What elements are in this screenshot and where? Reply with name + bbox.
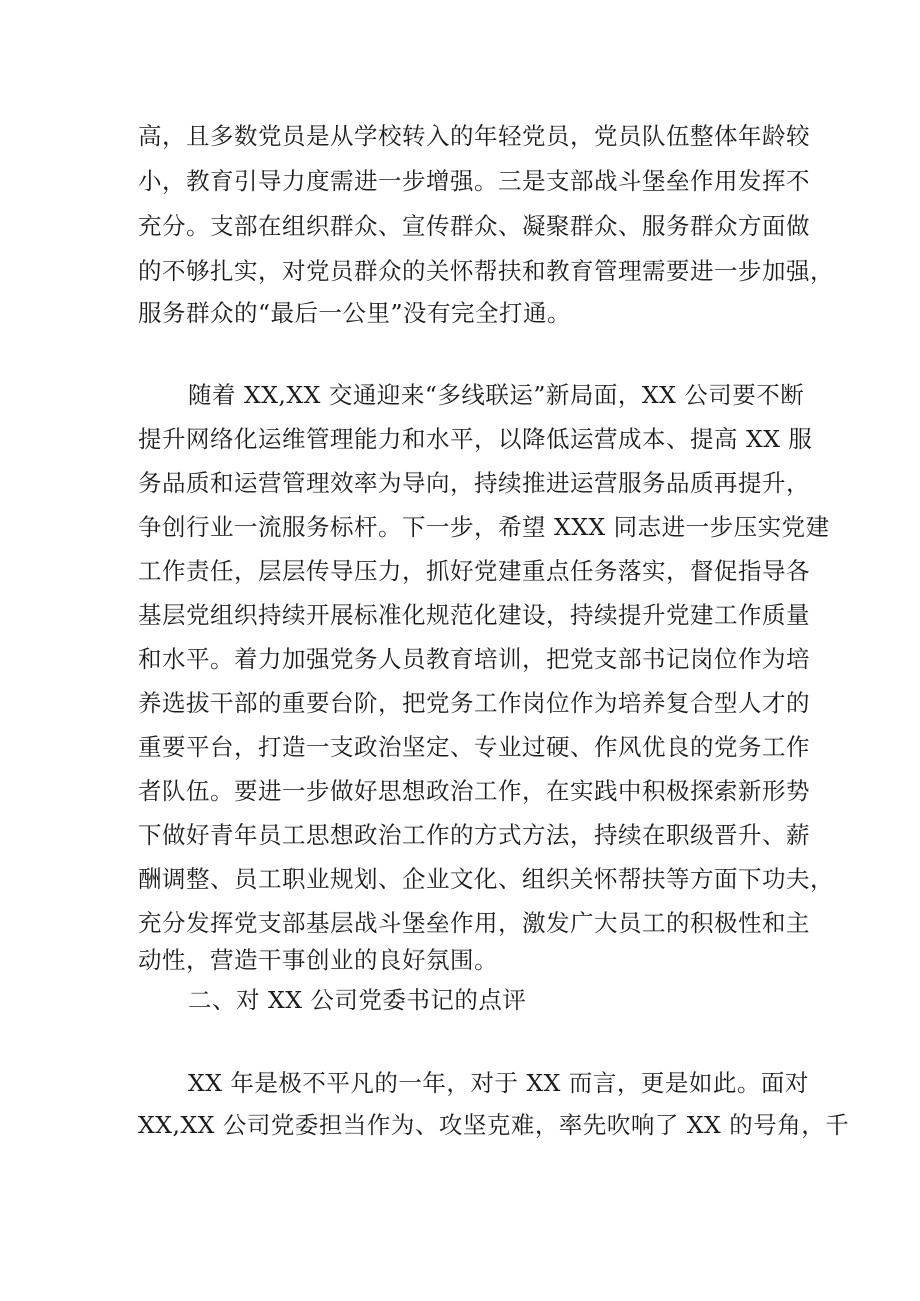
- paragraph-2-line: 重要平台，打造一支政治坚定、专业过硬、作风优良的党务工作: [138, 733, 810, 761]
- paragraph-2-line: 酬调整、员工职业规划、企业文化、组织关怀帮扶等方面下功夫，: [138, 865, 834, 893]
- paragraph-2-line: 务品质和运营管理效率为导向，持续推进运营服务品质再提升，: [138, 469, 810, 497]
- section-heading: 二、对 XX 公司党委书记的点评: [188, 986, 527, 1014]
- paragraph-1-line: 小，教育引导力度需进一步增强。三是支部战斗堡垒作用发挥不: [138, 167, 810, 195]
- paragraph-2-line: 和水平。着力加强党务人员教育培训，把党支部书记岗位作为培: [138, 645, 810, 673]
- paragraph-2-line: 充分发挥党支部基层战斗堡垒作用，激发广大员工的积极性和主: [138, 909, 810, 937]
- paragraph-2-line: 者队伍。要进一步做好思想政治工作，在实践中积极探索新形势: [138, 777, 810, 805]
- paragraph-2-line: 争创行业一流服务标杆。下一步，希望 XXX 同志进一步压实党建: [138, 513, 830, 541]
- paragraph-1-line: 的不够扎实，对党员群众的关怀帮扶和教育管理需要进一步加强，: [138, 257, 834, 285]
- paragraph-2-line: 工作责任，层层传导压力，抓好党建重点任务落实，督促指导各: [138, 557, 810, 585]
- paragraph-2-line: 下做好青年员工思想政治工作的方式方法，持续在职级晋升、薪: [138, 821, 810, 849]
- paragraph-1-line: 服务群众的“最后一公里”没有完全打通。: [138, 299, 572, 327]
- paragraph-2-line: 提升网络化运维管理能力和水平，以降低运营成本、提高 XX 服: [138, 425, 813, 453]
- paragraph-3-line: XX,XX 公司党委担当作为、攻坚克难，率先吹响了 XX 的号角，千: [138, 1111, 850, 1139]
- paragraph-2-line: 动性，营造干事创业的良好氛围。: [138, 946, 498, 974]
- paragraph-3-line: XX 年是极不平凡的一年，对于 XX 而言，更是如此。面对: [188, 1069, 809, 1097]
- paragraph-2-line: 随着 XX,XX 交通迎来“多线联运”新局面，XX 公司要不断: [188, 381, 805, 409]
- paragraph-2-line: 养选拔干部的重要台阶，把党务工作岗位作为培养复合型人才的: [138, 689, 810, 717]
- paragraph-2-line: 基层党组织持续开展标准化规范化建设，持续提升党建工作质量: [138, 601, 810, 629]
- paragraph-1-line: 高，且多数党员是从学校转入的年轻党员，党员队伍整体年龄较: [138, 122, 810, 150]
- paragraph-1-line: 充分。支部在组织群众、宣传群众、凝聚群众、服务群众方面做: [138, 212, 810, 240]
